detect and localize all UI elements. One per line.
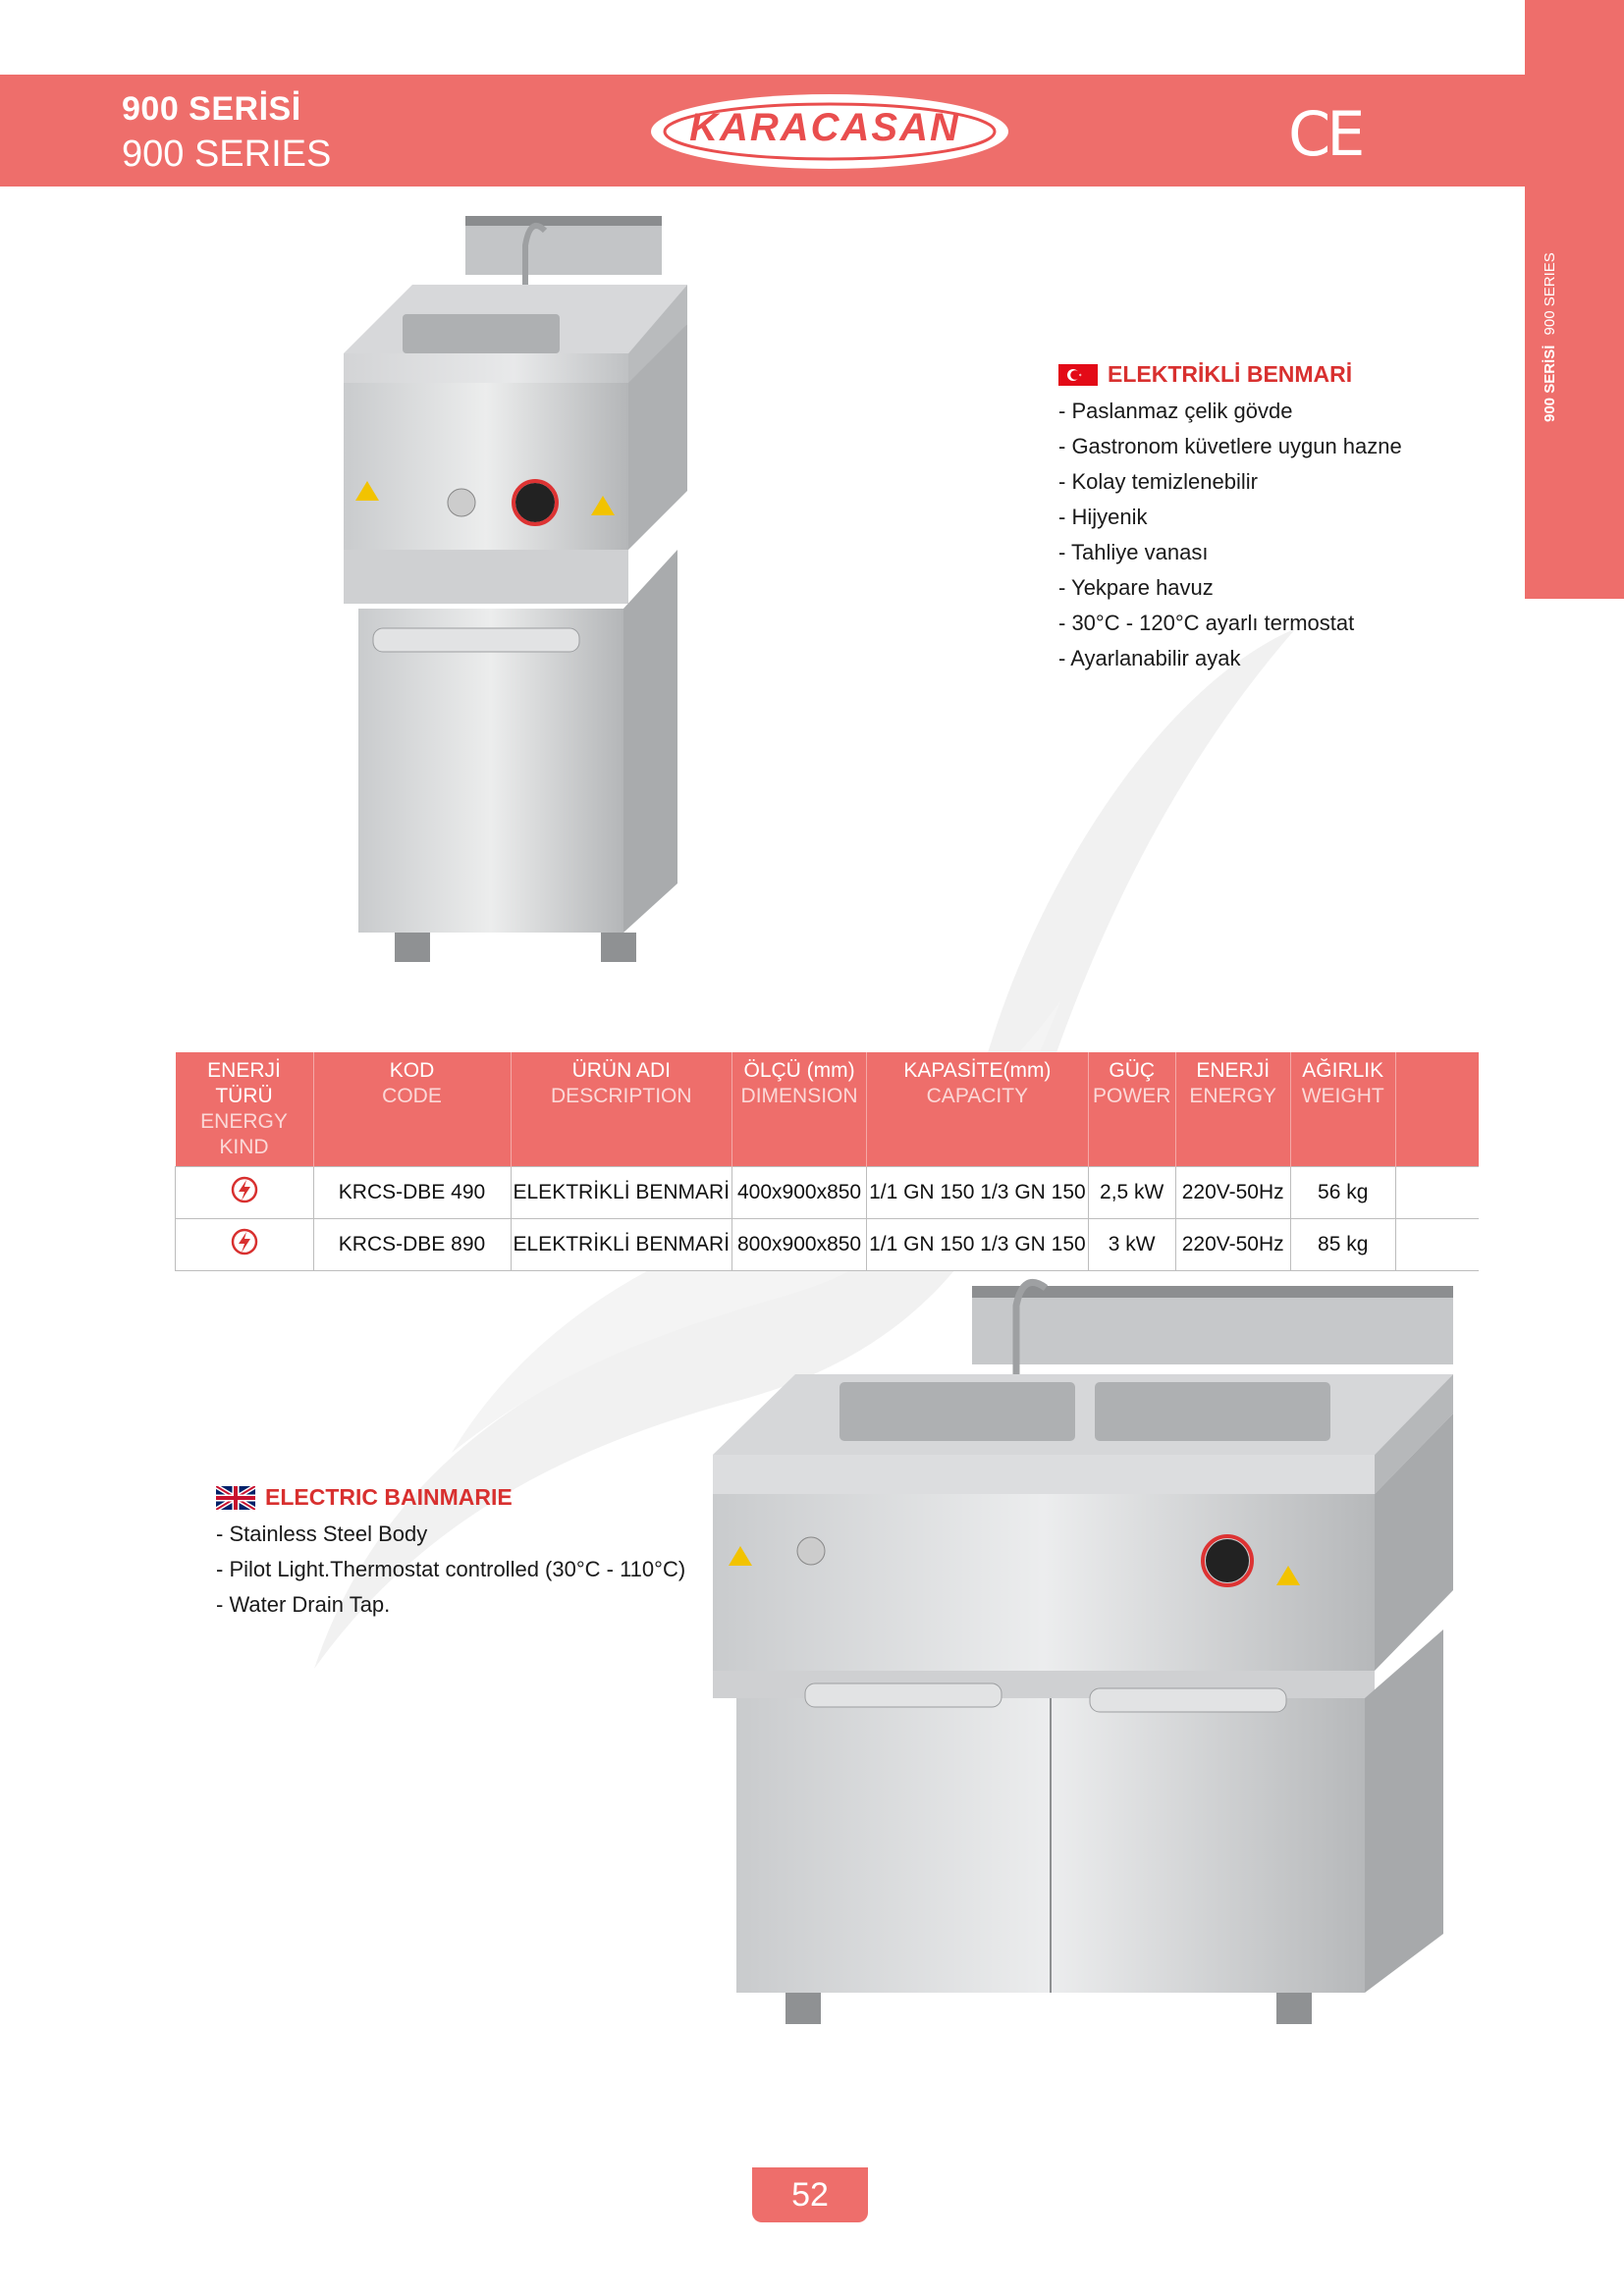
column-header: GÜÇ POWER <box>1088 1052 1175 1167</box>
column-header: KOD CODE <box>313 1052 511 1167</box>
electric-icon <box>230 1175 259 1204</box>
series-title-en: 900 SERIES <box>122 133 332 175</box>
table-row <box>176 1219 1480 1271</box>
dimension-cell: 400x900x850 <box>732 1167 867 1219</box>
weight-cell: 56 kg <box>1290 1167 1395 1219</box>
power-cell: 2,5 kW <box>1088 1167 1175 1219</box>
code-cell: KRCS-DBE 890 <box>313 1219 511 1271</box>
table-header-row <box>176 1052 1480 1167</box>
empty-cell <box>1395 1167 1479 1219</box>
product-image-single-bainmarie <box>334 206 707 982</box>
energy-spec-cell: 220V-50Hz <box>1175 1167 1290 1219</box>
column-header: KAPASİTE(mm) CAPACITY <box>867 1052 1089 1167</box>
capacity-cell: 1/1 GN 150 1/3 GN 150 <box>867 1219 1089 1271</box>
feature-item: - Stainless Steel Body <box>216 1522 428 1546</box>
english-spec-block <box>216 1484 685 1623</box>
brand-name: KARACASAN <box>689 106 960 149</box>
feature-item: - Water Drain Tap. <box>216 1592 391 1617</box>
english-feature-list <box>216 1517 685 1623</box>
column-header: ENERJİ TÜRÜ ENERGY KIND <box>176 1052 314 1167</box>
ce-mark: CE <box>1288 98 1362 170</box>
turkish-spec-block <box>1058 361 1402 676</box>
column-header: ENERJİ ENERGY <box>1175 1052 1290 1167</box>
dimension-cell: 800x900x850 <box>732 1219 867 1271</box>
code-cell: KRCS-DBE 490 <box>313 1167 511 1219</box>
side-tab-series-en: 900 SERIES <box>1542 252 1558 336</box>
column-header: AĞIRLIK WEIGHT <box>1290 1052 1395 1167</box>
feature-item: - Tahliye vanası <box>1058 540 1209 564</box>
side-tab-label <box>1542 252 1558 422</box>
feature-item: - Gastronom küvetlere uygun hazne <box>1058 434 1402 458</box>
energy-cell <box>176 1219 314 1271</box>
turkish-feature-list <box>1058 394 1402 676</box>
capacity-cell: 1/1 GN 150 1/3 GN 150 <box>867 1167 1089 1219</box>
feature-item: - Kolay temizlenebilir <box>1058 469 1258 494</box>
feature-item: - 30°C - 120°C ayarlı termostat <box>1058 611 1355 635</box>
column-header: ÜRÜN ADI DESCRIPTION <box>511 1052 732 1167</box>
feature-item: - Hijyenik <box>1058 505 1148 529</box>
column-header: ÖLÇÜ (mm) DIMENSION <box>732 1052 867 1167</box>
energy-spec-cell: 220V-50Hz <box>1175 1219 1290 1271</box>
side-tab-series-tr: 900 SERİSİ <box>1542 345 1558 422</box>
description-cell: ELEKTRİKLİ BENMARİ <box>511 1219 732 1271</box>
feature-item: - Pilot Light.Thermostat controlled (30°C - 110°C) <box>216 1557 686 1581</box>
column-header-empty <box>1395 1052 1479 1167</box>
feature-item: - Ayarlanabilir ayak <box>1058 646 1241 670</box>
english-spec-title: ELECTRIC BAINMARIE <box>265 1484 513 1510</box>
series-title-tr: 900 SERİSİ <box>122 90 301 128</box>
product-image-double-bainmarie <box>707 1266 1463 2052</box>
side-tab <box>1525 0 1624 599</box>
weight-cell: 85 kg <box>1290 1219 1395 1271</box>
feature-item: - Paslanmaz çelik gövde <box>1058 399 1293 423</box>
turkey-flag-icon <box>1058 364 1098 386</box>
page-number: 52 <box>752 2167 868 2222</box>
electric-icon <box>230 1227 259 1256</box>
feature-item: - Yekpare havuz <box>1058 575 1214 600</box>
table-row <box>176 1167 1480 1219</box>
energy-cell <box>176 1167 314 1219</box>
uk-flag-icon <box>216 1486 255 1510</box>
empty-cell <box>1395 1219 1479 1271</box>
spec-table <box>175 1052 1479 1271</box>
turkish-spec-title: ELEKTRİKLİ BENMARİ <box>1108 361 1353 387</box>
description-cell: ELEKTRİKLİ BENMARİ <box>511 1167 732 1219</box>
power-cell: 3 kW <box>1088 1219 1175 1271</box>
